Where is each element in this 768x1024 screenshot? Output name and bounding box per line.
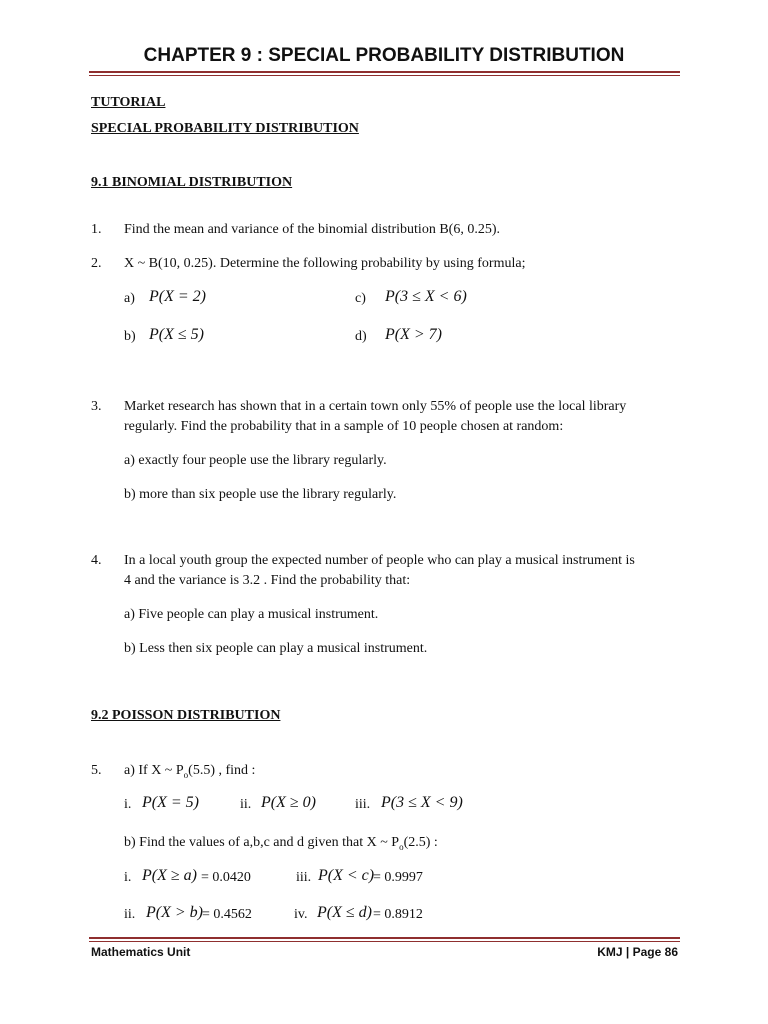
probability-expression: P(X > 7): [385, 326, 442, 343]
probability-expression: P(X < c): [318, 867, 375, 884]
part-label: iv.: [294, 907, 308, 922]
probability-expression: P(X > b): [146, 904, 203, 921]
part-label: ii.: [124, 907, 136, 922]
sub-question: b) Less then six people can play a musical instrument.: [124, 641, 428, 656]
header-rule-thin: [89, 75, 680, 76]
part-label: b): [124, 329, 136, 344]
question-text: Find the mean and variance of the binomial distribution B(6, 0.25).: [124, 222, 500, 237]
question-text: a) If X ~ $P_o(5.5)$ , find :: [124, 763, 256, 780]
header-rule-thick: [89, 71, 680, 73]
sub-question: a) Five people can play a musical instrument.: [124, 607, 379, 622]
part-label: i.: [124, 870, 132, 885]
question-number: 4.: [91, 553, 102, 568]
footer-rule-thick: [89, 937, 680, 939]
part-label: i.: [124, 797, 132, 812]
section-heading-binomial: 9.1 BINOMIAL DISTRIBUTION: [91, 175, 293, 190]
tutorial-label: TUTORIAL: [91, 95, 166, 110]
probability-expression: P(3 ≤ X < 6): [385, 288, 467, 305]
footer-rule-thin: [89, 941, 680, 942]
tutorial-subtitle: SPECIAL PROBABILITY DISTRIBUTION: [91, 121, 359, 136]
question-number: 2.: [91, 256, 102, 271]
probability-expression: P(X ≥ 0): [261, 794, 316, 811]
question-number: 5.: [91, 763, 102, 778]
probability-expression: P(3 ≤ X < 9): [381, 794, 463, 811]
question-text-line: 4 and the variance is 3.2 . Find the probability that:: [124, 573, 411, 588]
question-number: 1.: [91, 222, 102, 237]
probability-value: = 0.0420: [201, 870, 251, 885]
question-text-line: In a local youth group the expected number of people who can play a musical instrument is: [124, 553, 635, 568]
probability-expression: P(X ≤ d): [317, 904, 372, 921]
section-heading-poisson: 9.2 POISSON DISTRIBUTION: [91, 708, 281, 723]
part-label: d): [355, 329, 367, 344]
probability-value: = 0.4562: [202, 907, 252, 922]
probability-expression: P(X = 5): [142, 794, 199, 811]
probability-expression: P(X ≤ 5): [149, 326, 204, 343]
probability-value: = 0.8912: [373, 907, 423, 922]
question-text: X ~ B(10, 0.25). Determine the following probability by using formula;: [124, 256, 526, 271]
part-label: iii.: [355, 797, 371, 812]
sub-question: b) more than six people use the library regularly.: [124, 487, 397, 502]
part-label: c): [355, 291, 366, 306]
part-label: ii.: [240, 797, 252, 812]
footer-page-number: KMJ | Page 86: [597, 945, 678, 959]
question-number: 3.: [91, 399, 102, 414]
probability-expression: P(X = 2): [149, 288, 206, 305]
question-text-line: Market research has shown that in a certain town only 55% of people use the local library: [124, 399, 627, 414]
probability-value: = 0.9997: [373, 870, 423, 885]
chapter-title: CHAPTER 9 : SPECIAL PROBABILITY DISTRIBUTION: [143, 45, 625, 66]
part-label: iii.: [296, 870, 312, 885]
question-text-line: regularly. Find the probability that in a sample of 10 people chosen at random:: [124, 419, 564, 434]
probability-expression: P(X ≥ a): [142, 867, 197, 884]
footer-unit: Mathematics Unit: [91, 945, 191, 959]
question-text: b) Find the values of a,b,c and d given that X ~ $P_o(2.5)$ :: [124, 835, 438, 852]
part-label: a): [124, 291, 135, 306]
sub-question: a) exactly four people use the library regularly.: [124, 453, 387, 468]
